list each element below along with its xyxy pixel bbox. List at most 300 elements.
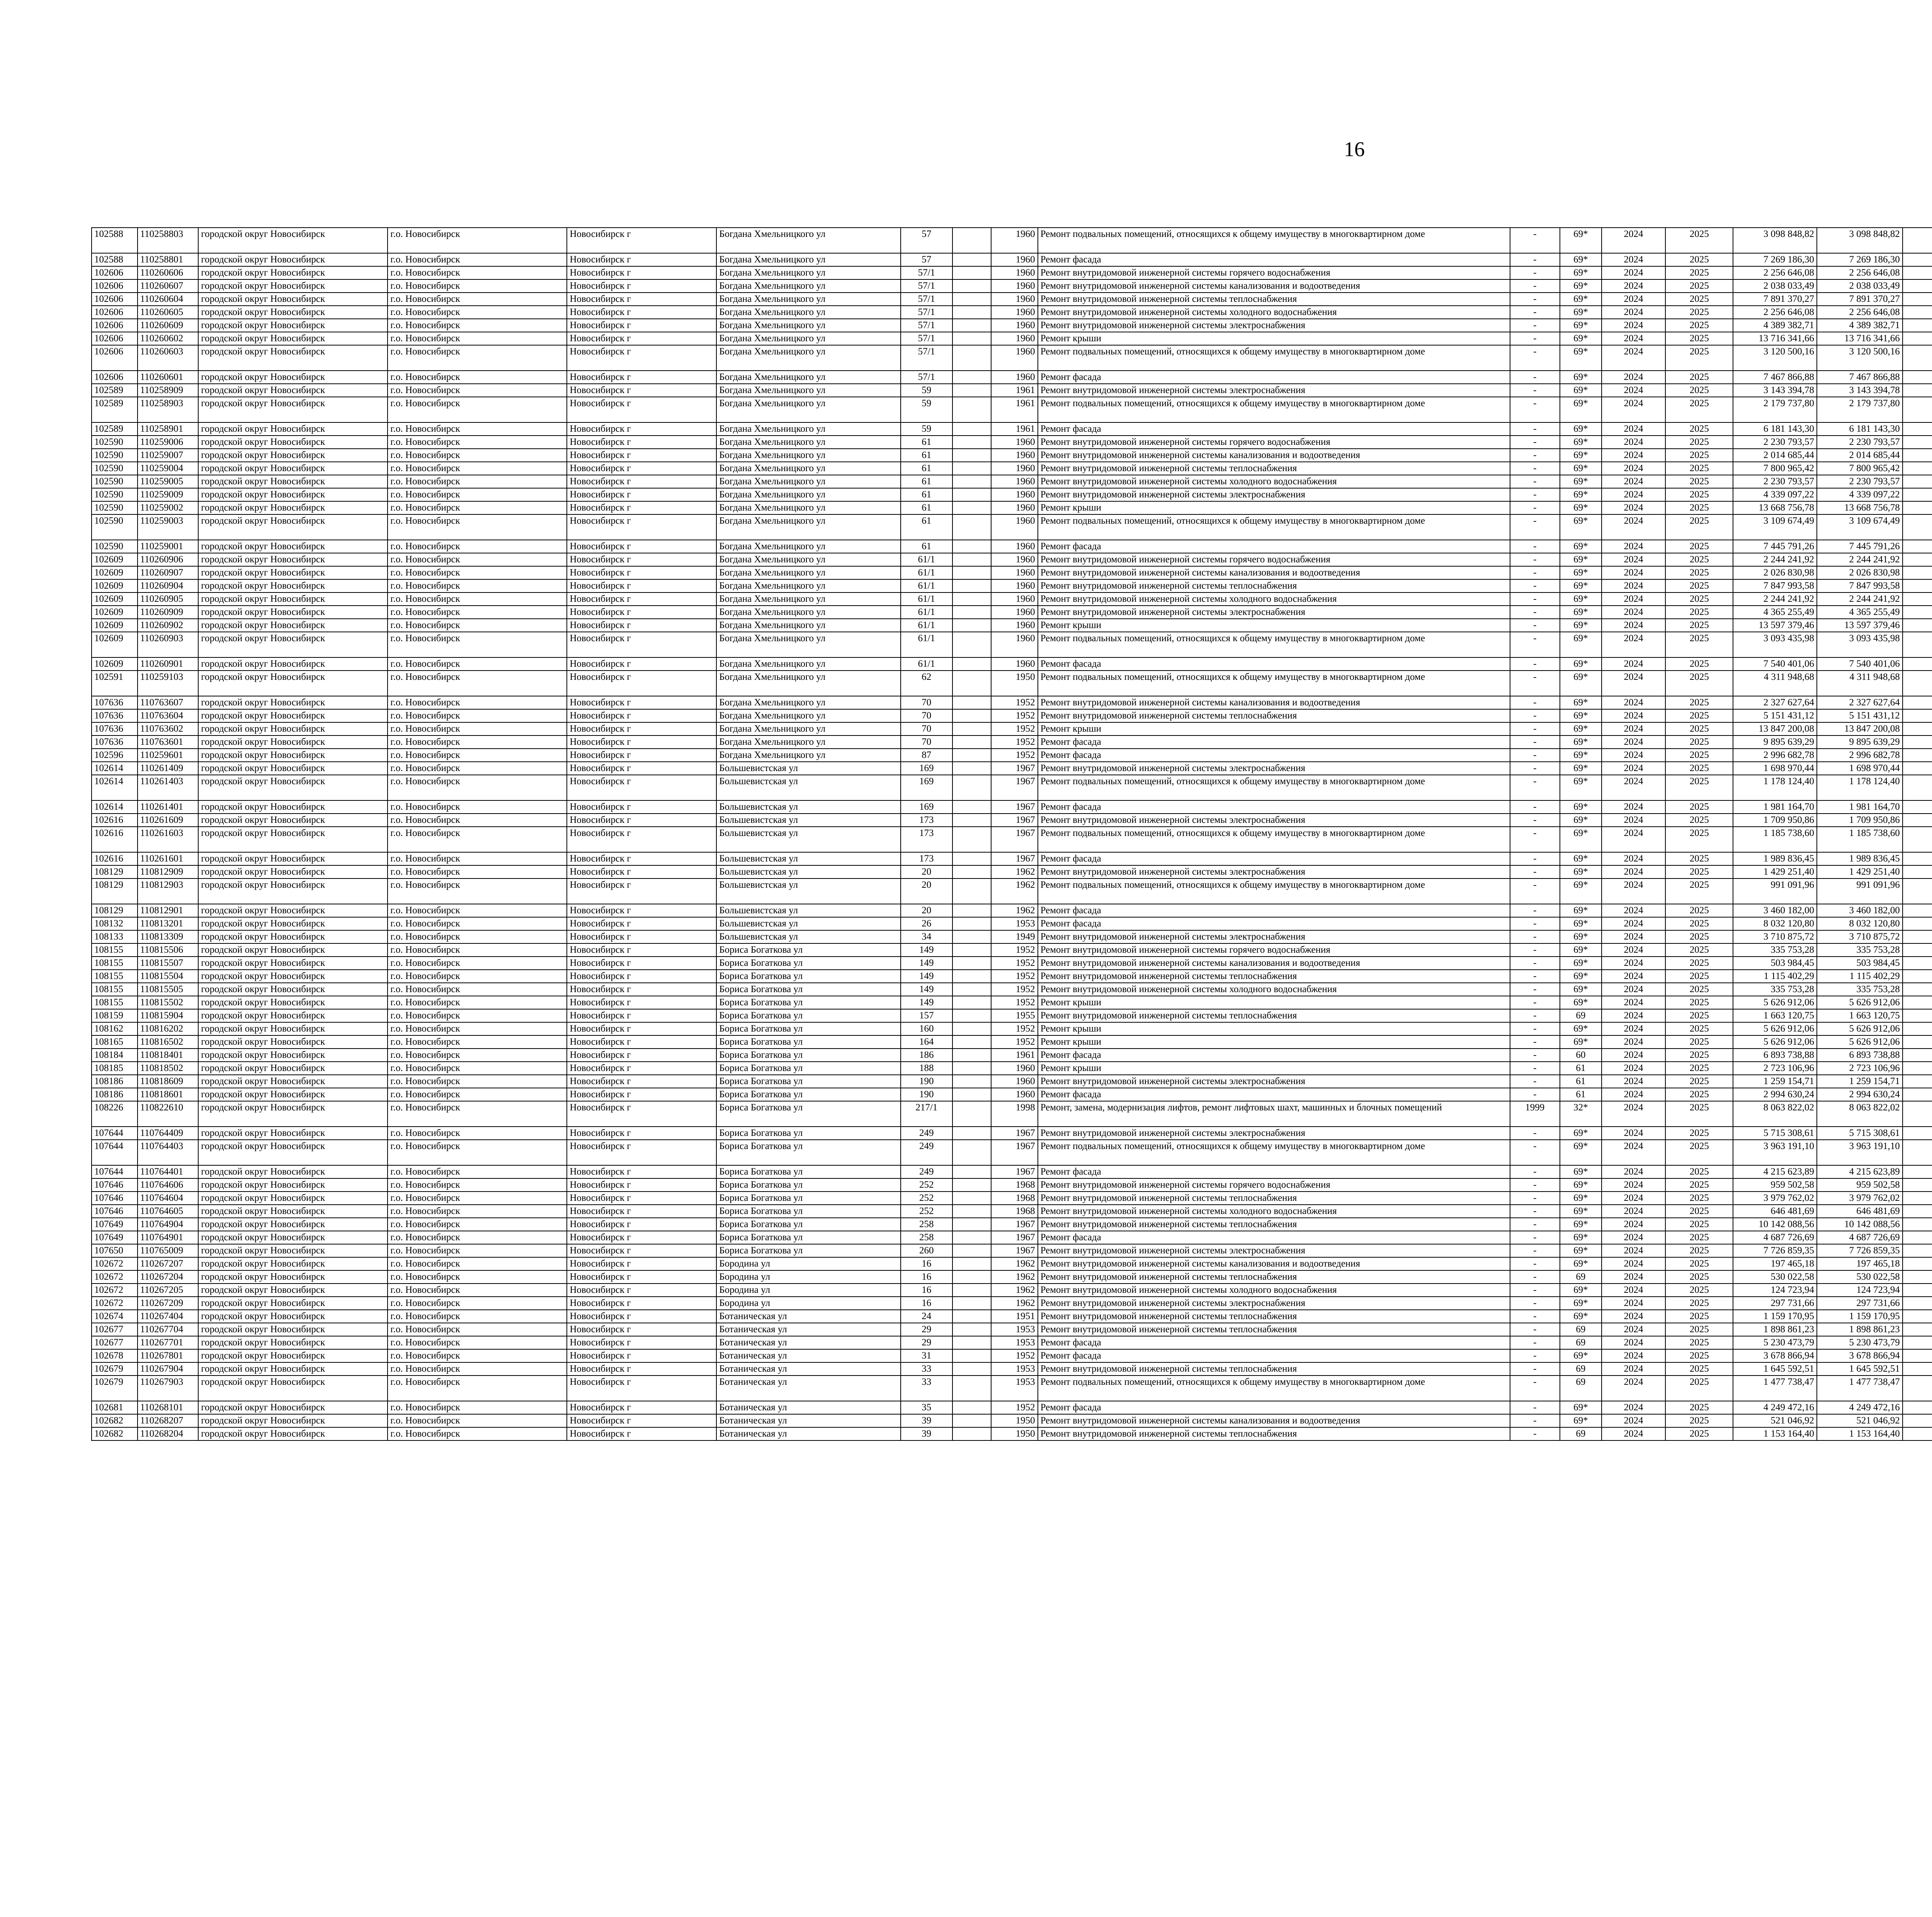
table-row — [92, 1101, 1932, 1127]
cell-work-type: Ремонт подвальных помещений, относящихся к общему имуществу в многоквартирном доме — [1038, 228, 1510, 253]
cell-house-id: 102590 — [92, 462, 138, 475]
table-row — [92, 1049, 1932, 1062]
cell-total-cost: 4 687 726,69 — [1733, 1231, 1817, 1244]
cell-house-number: 24 — [901, 1310, 952, 1323]
cell-city: Новосибирск г — [567, 1244, 716, 1257]
cell-fund-amount: 3 143 394,78 — [1817, 384, 1903, 397]
cell-wear-percent: 69* — [1560, 930, 1602, 943]
cell-total-cost: 2 230 793,57 — [1733, 436, 1817, 449]
cell-wear-percent: 69* — [1560, 436, 1602, 449]
cell-object-id: 110764604 — [138, 1192, 199, 1205]
cell-object-id: 110267209 — [138, 1297, 199, 1310]
table-row — [92, 397, 1932, 422]
cell-year-built: 1950 — [991, 1414, 1038, 1427]
cell-total-cost: 4 365 255,49 — [1733, 606, 1817, 619]
cell-wear-percent: 69 — [1560, 1270, 1602, 1284]
cell-object-id: 110261601 — [138, 852, 199, 865]
cell-previous-repair-year: - — [1510, 592, 1560, 606]
cell-house-number: 39 — [901, 1427, 952, 1440]
cell-plan-start-year: 2024 — [1602, 1075, 1665, 1088]
table-row — [92, 1088, 1932, 1101]
cell-street: Ботаническая ул — [716, 1323, 901, 1336]
cell-previous-repair-year: - — [1510, 1192, 1560, 1205]
cell-city: Новосибирск г — [567, 852, 716, 865]
cell-house-id: 107636 — [92, 696, 138, 709]
cell-municipality: городской округ Новосибирск — [198, 1362, 388, 1376]
cell-budget-federal — [1903, 1178, 1932, 1192]
cell-previous-repair-year: - — [1510, 722, 1560, 735]
cell-municipality: городской округ Новосибирск — [198, 1284, 388, 1297]
cell-city: Новосибирск г — [567, 827, 716, 852]
cell-budget-federal — [1903, 1284, 1932, 1297]
cell-fund-amount: 13 597 379,46 — [1817, 619, 1903, 632]
cell-work-type: Ремонт фасада — [1038, 749, 1510, 762]
cell-house-number: 29 — [901, 1336, 952, 1349]
cell-city: Новосибирск г — [567, 384, 716, 397]
cell-total-cost: 7 445 791,26 — [1733, 540, 1817, 553]
cell-plan-end-year: 2025 — [1665, 475, 1733, 488]
cell-house-id: 108133 — [92, 930, 138, 943]
cell-plan-end-year: 2025 — [1665, 930, 1733, 943]
cell-municipality: городской округ Новосибирск — [198, 319, 388, 332]
cell-plan-start-year: 2024 — [1602, 1427, 1665, 1440]
cell-object-id: 110260906 — [138, 553, 199, 566]
cell-work-type: Ремонт крыши — [1038, 501, 1510, 514]
cell-plan-start-year: 2024 — [1602, 970, 1665, 983]
cell-year-built: 1960 — [991, 632, 1038, 657]
cell-budget-federal — [1903, 384, 1932, 397]
cell-fund-amount: 3 120 500,16 — [1817, 345, 1903, 371]
cell-work-type: Ремонт фасада — [1038, 852, 1510, 865]
cell-municipality: городской округ Новосибирск — [198, 1088, 388, 1101]
cell-work-type: Ремонт внутридомовой инженерной системы электроснабжения — [1038, 488, 1510, 501]
cell-house-id: 102679 — [92, 1376, 138, 1401]
cell-work-type: Ремонт внутридомовой инженерной системы теплоснабжения — [1038, 1427, 1510, 1440]
cell-fund-amount: 2 256 646,08 — [1817, 306, 1903, 319]
cell-fund-amount: 13 716 341,66 — [1817, 332, 1903, 345]
cell-total-cost: 7 847 993,58 — [1733, 579, 1817, 592]
cell-municipality: городской округ Новосибирск — [198, 306, 388, 319]
cell-city: Новосибирск г — [567, 1362, 716, 1376]
cell-city: Новосибирск г — [567, 904, 716, 917]
table-row — [92, 970, 1932, 983]
table-row — [92, 475, 1932, 488]
cell-municipality: городской округ Новосибирск — [198, 749, 388, 762]
cell-house-id: 102606 — [92, 319, 138, 332]
cell-work-type: Ремонт внутридомовой инженерной системы теплоснабжения — [1038, 709, 1510, 722]
cell-house-id: 102616 — [92, 814, 138, 827]
cell-settlement-short: г.о. Новосибирск — [388, 606, 567, 619]
cell-municipality: городской округ Новосибирск — [198, 957, 388, 970]
cell-settlement-short: г.о. Новосибирск — [388, 930, 567, 943]
cell-settlement-short: г.о. Новосибирск — [388, 279, 567, 293]
table-row — [92, 1244, 1932, 1257]
cell-wear-percent: 69* — [1560, 632, 1602, 657]
cell-fund-amount: 959 502,58 — [1817, 1178, 1903, 1192]
cell-settlement-short: г.о. Новосибирск — [388, 957, 567, 970]
cell-plan-end-year: 2025 — [1665, 762, 1733, 775]
cell-municipality: городской округ Новосибирск — [198, 540, 388, 553]
capital-repair-table — [91, 227, 1932, 1441]
cell-budget-federal — [1903, 1297, 1932, 1310]
table-row — [92, 917, 1932, 930]
cell-plan-end-year: 2025 — [1665, 397, 1733, 422]
cell-fund-amount: 2 994 630,24 — [1817, 1088, 1903, 1101]
cell-work-type: Ремонт внутридомовой инженерной системы горячего водоснабжения — [1038, 553, 1510, 566]
cell-house-id: 107649 — [92, 1231, 138, 1244]
table-row — [92, 266, 1932, 279]
cell-work-type: Ремонт внутридомовой инженерной системы теплоснабжения — [1038, 970, 1510, 983]
cell-year-built: 1952 — [991, 943, 1038, 957]
cell-previous-repair-year: - — [1510, 266, 1560, 279]
cell-fund-amount: 2 723 106,96 — [1817, 1062, 1903, 1075]
cell-settlement-short: г.о. Новосибирск — [388, 1140, 567, 1165]
cell-municipality: городской округ Новосибирск — [198, 827, 388, 852]
cell-house-number: 258 — [901, 1231, 952, 1244]
cell-plan-end-year: 2025 — [1665, 566, 1733, 579]
cell-object-id: 110260902 — [138, 619, 199, 632]
cell-fund-amount: 2 244 241,92 — [1817, 553, 1903, 566]
cell-year-built: 1960 — [991, 436, 1038, 449]
cell-year-built: 1952 — [991, 1035, 1038, 1049]
cell-fund-amount: 2 327 627,64 — [1817, 696, 1903, 709]
cell-fund-amount: 1 185 738,60 — [1817, 827, 1903, 852]
cell-house-id: 102672 — [92, 1257, 138, 1270]
cell-house-id: 108159 — [92, 1009, 138, 1022]
cell-settlement-short: г.о. Новосибирск — [388, 592, 567, 606]
cell-wear-percent: 69 — [1560, 1009, 1602, 1022]
cell-total-cost: 2 014 685,44 — [1733, 449, 1817, 462]
cell-municipality: городской округ Новосибирск — [198, 1323, 388, 1336]
cell-budget-federal — [1903, 1062, 1932, 1075]
cell-total-cost: 5 626 912,06 — [1733, 1035, 1817, 1049]
cell-budget-federal — [1903, 371, 1932, 384]
cell-object-id: 110267207 — [138, 1257, 199, 1270]
cell-plan-start-year: 2024 — [1602, 449, 1665, 462]
cell-house-number: 61/1 — [901, 619, 952, 632]
cell-street: Бородина ул — [716, 1297, 901, 1310]
cell-building — [952, 1218, 991, 1231]
cell-object-id: 110260602 — [138, 332, 199, 345]
cell-wear-percent: 69* — [1560, 1284, 1602, 1297]
cell-budget-federal — [1903, 1401, 1932, 1414]
cell-house-id: 107636 — [92, 735, 138, 749]
cell-fund-amount: 5 626 912,06 — [1817, 1035, 1903, 1049]
cell-plan-start-year: 2024 — [1602, 917, 1665, 930]
cell-object-id: 110816502 — [138, 1035, 199, 1049]
cell-total-cost: 2 996 682,78 — [1733, 749, 1817, 762]
cell-year-built: 1968 — [991, 1205, 1038, 1218]
cell-house-id: 107646 — [92, 1205, 138, 1218]
cell-house-number: 70 — [901, 696, 952, 709]
cell-work-type: Ремонт фасада — [1038, 422, 1510, 436]
cell-municipality: городской округ Новосибирск — [198, 449, 388, 462]
cell-city: Новосибирск г — [567, 1192, 716, 1205]
cell-year-built: 1962 — [991, 1284, 1038, 1297]
cell-object-id: 110813309 — [138, 930, 199, 943]
cell-plan-start-year: 2024 — [1602, 671, 1665, 696]
cell-building — [952, 384, 991, 397]
cell-municipality: городской округ Новосибирск — [198, 671, 388, 696]
table-row — [92, 1362, 1932, 1376]
cell-year-built: 1962 — [991, 865, 1038, 878]
cell-year-built: 1952 — [991, 996, 1038, 1009]
cell-street: Ботаническая ул — [716, 1414, 901, 1427]
cell-city: Новосибирск г — [567, 592, 716, 606]
cell-plan-end-year: 2025 — [1665, 279, 1733, 293]
cell-plan-end-year: 2025 — [1665, 1205, 1733, 1218]
cell-year-built: 1960 — [991, 293, 1038, 306]
cell-plan-start-year: 2024 — [1602, 579, 1665, 592]
cell-plan-end-year: 2025 — [1665, 1362, 1733, 1376]
cell-building — [952, 1075, 991, 1088]
cell-total-cost: 7 540 401,06 — [1733, 657, 1817, 671]
cell-plan-end-year: 2025 — [1665, 957, 1733, 970]
cell-city: Новосибирск г — [567, 514, 716, 540]
cell-object-id: 110764409 — [138, 1127, 199, 1140]
cell-total-cost: 1 477 738,47 — [1733, 1376, 1817, 1401]
cell-building — [952, 293, 991, 306]
cell-settlement-short: г.о. Новосибирск — [388, 371, 567, 384]
cell-object-id: 110260609 — [138, 319, 199, 332]
cell-plan-end-year: 2025 — [1665, 632, 1733, 657]
cell-plan-end-year: 2025 — [1665, 540, 1733, 553]
cell-fund-amount: 10 142 088,56 — [1817, 1218, 1903, 1231]
cell-settlement-short: г.о. Новосибирск — [388, 266, 567, 279]
cell-street: Бориса Богаткова ул — [716, 970, 901, 983]
cell-house-id: 102606 — [92, 332, 138, 345]
cell-plan-start-year: 2024 — [1602, 1362, 1665, 1376]
cell-previous-repair-year: - — [1510, 1231, 1560, 1244]
cell-plan-start-year: 2024 — [1602, 1140, 1665, 1165]
cell-work-type: Ремонт подвальных помещений, относящихся к общему имуществу в многоквартирном доме — [1038, 345, 1510, 371]
cell-building — [952, 1088, 991, 1101]
cell-municipality: городской округ Новосибирск — [198, 1376, 388, 1401]
cell-year-built: 1960 — [991, 332, 1038, 345]
cell-wear-percent: 69* — [1560, 1257, 1602, 1270]
cell-previous-repair-year: - — [1510, 696, 1560, 709]
cell-total-cost: 1 709 950,86 — [1733, 814, 1817, 827]
cell-work-type: Ремонт фасада — [1038, 1088, 1510, 1101]
cell-plan-start-year: 2024 — [1602, 852, 1665, 865]
cell-house-number: 57/1 — [901, 293, 952, 306]
cell-building — [952, 279, 991, 293]
cell-municipality: городской округ Новосибирск — [198, 943, 388, 957]
cell-work-type: Ремонт внутридомовой инженерной системы электроснабжения — [1038, 384, 1510, 397]
cell-budget-federal — [1903, 775, 1932, 800]
cell-total-cost: 1 429 251,40 — [1733, 865, 1817, 878]
cell-municipality: городской округ Новосибирск — [198, 1101, 388, 1127]
cell-plan-end-year: 2025 — [1665, 1297, 1733, 1310]
cell-object-id: 110260904 — [138, 579, 199, 592]
cell-street: Бориса Богаткова ул — [716, 1009, 901, 1022]
cell-building — [952, 930, 991, 943]
table-row — [92, 566, 1932, 579]
table-row — [92, 253, 1932, 266]
cell-building — [952, 749, 991, 762]
cell-previous-repair-year: - — [1510, 800, 1560, 814]
cell-year-built: 1960 — [991, 266, 1038, 279]
cell-building — [952, 462, 991, 475]
cell-house-id: 102606 — [92, 345, 138, 371]
cell-municipality: городской округ Новосибирск — [198, 1427, 388, 1440]
cell-year-built: 1950 — [991, 1427, 1038, 1440]
cell-house-number: 61 — [901, 475, 952, 488]
cell-budget-federal — [1903, 619, 1932, 632]
cell-settlement-short: г.о. Новосибирск — [388, 827, 567, 852]
cell-total-cost: 2 723 106,96 — [1733, 1062, 1817, 1075]
cell-budget-federal — [1903, 1376, 1932, 1401]
cell-object-id: 110259002 — [138, 501, 199, 514]
cell-municipality: городской округ Новосибирск — [198, 488, 388, 501]
cell-previous-repair-year: - — [1510, 749, 1560, 762]
cell-house-number: 20 — [901, 865, 952, 878]
cell-budget-federal — [1903, 996, 1932, 1009]
cell-plan-start-year: 2024 — [1602, 1035, 1665, 1049]
cell-plan-start-year: 2024 — [1602, 540, 1665, 553]
cell-budget-federal — [1903, 1035, 1932, 1049]
cell-plan-end-year: 2025 — [1665, 553, 1733, 566]
cell-building — [952, 904, 991, 917]
cell-plan-end-year: 2025 — [1665, 1284, 1733, 1297]
table-row — [92, 319, 1932, 332]
cell-work-type: Ремонт фасада — [1038, 917, 1510, 930]
cell-settlement-short: г.о. Новосибирск — [388, 1401, 567, 1414]
cell-building — [952, 1127, 991, 1140]
cell-street: Большевистская ул — [716, 775, 901, 800]
cell-fund-amount: 1 698 970,44 — [1817, 762, 1903, 775]
cell-budget-federal — [1903, 749, 1932, 762]
cell-budget-federal — [1903, 566, 1932, 579]
cell-total-cost: 3 678 866,94 — [1733, 1349, 1817, 1362]
cell-building — [952, 306, 991, 319]
cell-year-built: 1960 — [991, 345, 1038, 371]
table-row — [92, 422, 1932, 436]
cell-street: Богдана Хмельницкого ул — [716, 671, 901, 696]
cell-plan-end-year: 2025 — [1665, 501, 1733, 514]
cell-object-id: 110268101 — [138, 1401, 199, 1414]
cell-year-built: 1960 — [991, 279, 1038, 293]
cell-object-id: 110260603 — [138, 345, 199, 371]
cell-budget-federal — [1903, 1414, 1932, 1427]
cell-total-cost: 335 753,28 — [1733, 943, 1817, 957]
cell-house-id: 102609 — [92, 632, 138, 657]
cell-wear-percent: 69* — [1560, 1218, 1602, 1231]
cell-wear-percent: 69* — [1560, 1205, 1602, 1218]
cell-settlement-short: г.о. Новосибирск — [388, 319, 567, 332]
cell-settlement-short: г.о. Новосибирск — [388, 762, 567, 775]
cell-house-id: 102681 — [92, 1401, 138, 1414]
cell-budget-federal — [1903, 1088, 1932, 1101]
cell-municipality: городской округ Новосибирск — [198, 253, 388, 266]
cell-house-number: 39 — [901, 1414, 952, 1427]
cell-street: Большевистская ул — [716, 865, 901, 878]
cell-street: Бориса Богаткова ул — [716, 1088, 901, 1101]
cell-previous-repair-year: - — [1510, 436, 1560, 449]
cell-object-id: 110812909 — [138, 865, 199, 878]
cell-house-number: 70 — [901, 709, 952, 722]
cell-total-cost: 1 115 402,29 — [1733, 970, 1817, 983]
cell-budget-federal — [1903, 253, 1932, 266]
table-row — [92, 1284, 1932, 1297]
table-row — [92, 462, 1932, 475]
cell-object-id: 110815904 — [138, 1009, 199, 1022]
cell-municipality: городской округ Новосибирск — [198, 1297, 388, 1310]
table-row — [92, 1075, 1932, 1088]
cell-building — [952, 996, 991, 1009]
cell-house-number: 61 — [901, 540, 952, 553]
cell-building — [952, 1297, 991, 1310]
cell-year-built: 1951 — [991, 1310, 1038, 1323]
cell-plan-start-year: 2024 — [1602, 253, 1665, 266]
cell-house-id: 108155 — [92, 957, 138, 970]
cell-street: Бориса Богаткова ул — [716, 1165, 901, 1178]
table-row — [92, 306, 1932, 319]
cell-building — [952, 1310, 991, 1323]
cell-wear-percent: 69* — [1560, 904, 1602, 917]
cell-budget-federal — [1903, 983, 1932, 996]
cell-fund-amount: 7 847 993,58 — [1817, 579, 1903, 592]
cell-plan-end-year: 2025 — [1665, 970, 1733, 983]
cell-building — [952, 917, 991, 930]
cell-plan-start-year: 2024 — [1602, 762, 1665, 775]
cell-settlement-short: г.о. Новосибирск — [388, 228, 567, 253]
cell-total-cost: 7 269 186,30 — [1733, 253, 1817, 266]
cell-fund-amount: 5 715 308,61 — [1817, 1127, 1903, 1140]
cell-street: Бориса Богаткова ул — [716, 1205, 901, 1218]
cell-year-built: 1961 — [991, 422, 1038, 436]
cell-fund-amount: 5 626 912,06 — [1817, 1022, 1903, 1035]
cell-plan-start-year: 2024 — [1602, 501, 1665, 514]
cell-city: Новосибирск г — [567, 1323, 716, 1336]
cell-house-id: 102614 — [92, 775, 138, 800]
cell-house-id: 102609 — [92, 606, 138, 619]
cell-budget-federal — [1903, 1075, 1932, 1088]
cell-total-cost: 7 800 965,42 — [1733, 462, 1817, 475]
cell-house-number: 33 — [901, 1362, 952, 1376]
cell-municipality: городской округ Новосибирск — [198, 579, 388, 592]
cell-fund-amount: 5 230 473,79 — [1817, 1336, 1903, 1349]
cell-municipality: городской округ Новосибирск — [198, 1257, 388, 1270]
cell-object-id: 110258909 — [138, 384, 199, 397]
cell-plan-end-year: 2025 — [1665, 1310, 1733, 1323]
cell-budget-federal — [1903, 1270, 1932, 1284]
cell-object-id: 110259009 — [138, 488, 199, 501]
cell-budget-federal — [1903, 397, 1932, 422]
cell-previous-repair-year: - — [1510, 514, 1560, 540]
cell-year-built: 1961 — [991, 397, 1038, 422]
cell-fund-amount: 503 984,45 — [1817, 957, 1903, 970]
cell-budget-federal — [1903, 1009, 1932, 1022]
cell-year-built: 1967 — [991, 762, 1038, 775]
cell-building — [952, 852, 991, 865]
cell-house-id: 102609 — [92, 566, 138, 579]
cell-fund-amount: 8 032 120,80 — [1817, 917, 1903, 930]
cell-municipality: городской округ Новосибирск — [198, 1192, 388, 1205]
cell-fund-amount: 2 244 241,92 — [1817, 592, 1903, 606]
cell-street: Бориса Богаткова ул — [716, 1192, 901, 1205]
cell-year-built: 1960 — [991, 228, 1038, 253]
cell-previous-repair-year: - — [1510, 1178, 1560, 1192]
cell-budget-federal — [1903, 592, 1932, 606]
cell-city: Новосибирск г — [567, 306, 716, 319]
cell-plan-start-year: 2024 — [1602, 345, 1665, 371]
cell-budget-federal — [1903, 970, 1932, 983]
cell-building — [952, 1362, 991, 1376]
cell-wear-percent: 69* — [1560, 422, 1602, 436]
cell-object-id: 110258901 — [138, 422, 199, 436]
cell-budget-federal — [1903, 1244, 1932, 1257]
